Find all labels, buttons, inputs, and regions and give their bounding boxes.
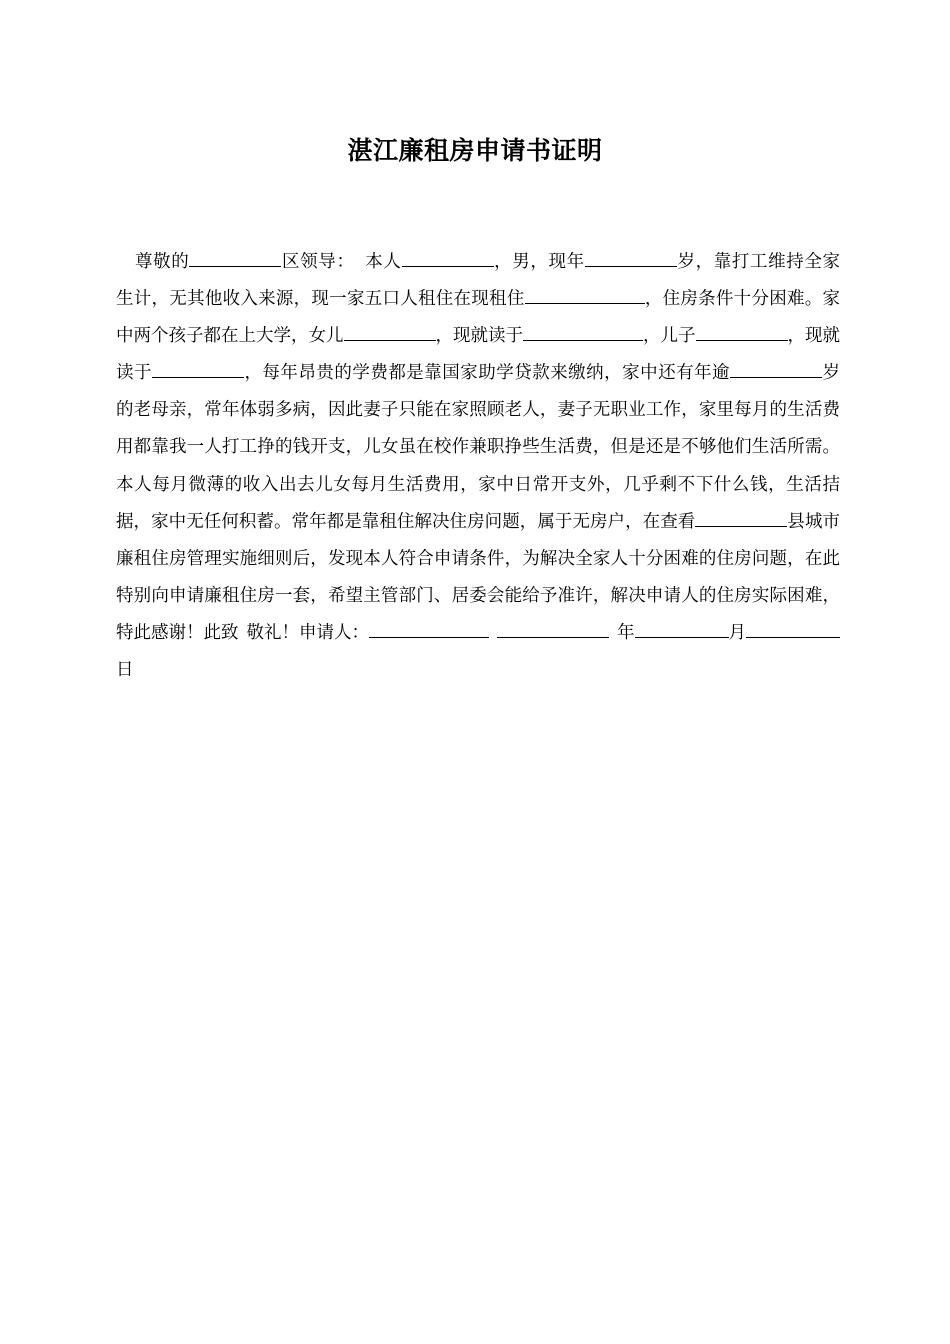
age-blank	[585, 245, 677, 267]
day-blank	[746, 616, 840, 638]
applicant-name-blank	[402, 245, 494, 267]
month-label: 月	[728, 622, 746, 643]
gender-age-text: ，男，现年	[493, 252, 585, 272]
year-blank	[497, 616, 609, 638]
son-label: ，儿子	[643, 326, 696, 347]
day-label: 日	[116, 660, 134, 681]
month-blank	[635, 616, 729, 638]
closing-signature-label: 敬礼！申请人：	[246, 622, 369, 643]
year-label: 年	[617, 622, 635, 643]
son-school-blank	[152, 356, 244, 378]
applicant-signature-blank	[369, 616, 489, 638]
mother-age-blank	[730, 356, 822, 378]
son-name-blank	[696, 319, 788, 341]
application-request-text: 县城市廉租住房管理实施细则后，发现本人符合申请条件，为解决全家人十分困难的住房问题，在此特别向申请廉租住房一套，希望主管部门、居委会能给予准许，解决申请人的住房实际困难，特此感谢！此致	[116, 511, 841, 643]
family-situation-text: 岁的老母亲，常年体弱多病，因此妻子只能在家照顾老人，妻子无职业工作，家里每月的生活费用都靠我一人打工挣的钱开支，儿女虽在校作兼职挣些生活费，但是还是不够他们生活所需。本人每月微薄的收入出去儿女每月生活费用，家中日常开支外，几乎剩不下什么钱，生活拮据，家中无任何积蓄。常年都是靠租住解决住房问题，属于无房户，在查看	[116, 363, 840, 532]
daughter-name-blank	[344, 319, 436, 341]
salutation-text: 尊敬的	[135, 252, 190, 272]
district-blank	[189, 245, 281, 267]
document-body	[116, 244, 840, 689]
livelihood-text: 岁，靠打工维持全家生计，无其他收入来源，现一家五口人租住在现租住	[116, 252, 841, 310]
housing-condition-text: ，住房条件十分困难。家中两个孩子都在上大学，女儿	[116, 289, 841, 347]
daughter-school-blank	[523, 319, 643, 341]
tuition-text: ，每年昂贵的学费都是靠国家助学贷款来缴纳，家中还有年逾	[243, 363, 731, 384]
daughter-school-label: ，现就读于	[435, 326, 523, 347]
salutation-end-text: 区领导：	[281, 252, 355, 272]
son-school-label: ，现就读于	[116, 326, 840, 384]
county-blank	[695, 505, 787, 527]
document-title: 湛江廉租房申请书证明	[347, 136, 603, 165]
self-intro-text: 本人	[364, 252, 402, 272]
current-residence-blank	[525, 282, 645, 304]
